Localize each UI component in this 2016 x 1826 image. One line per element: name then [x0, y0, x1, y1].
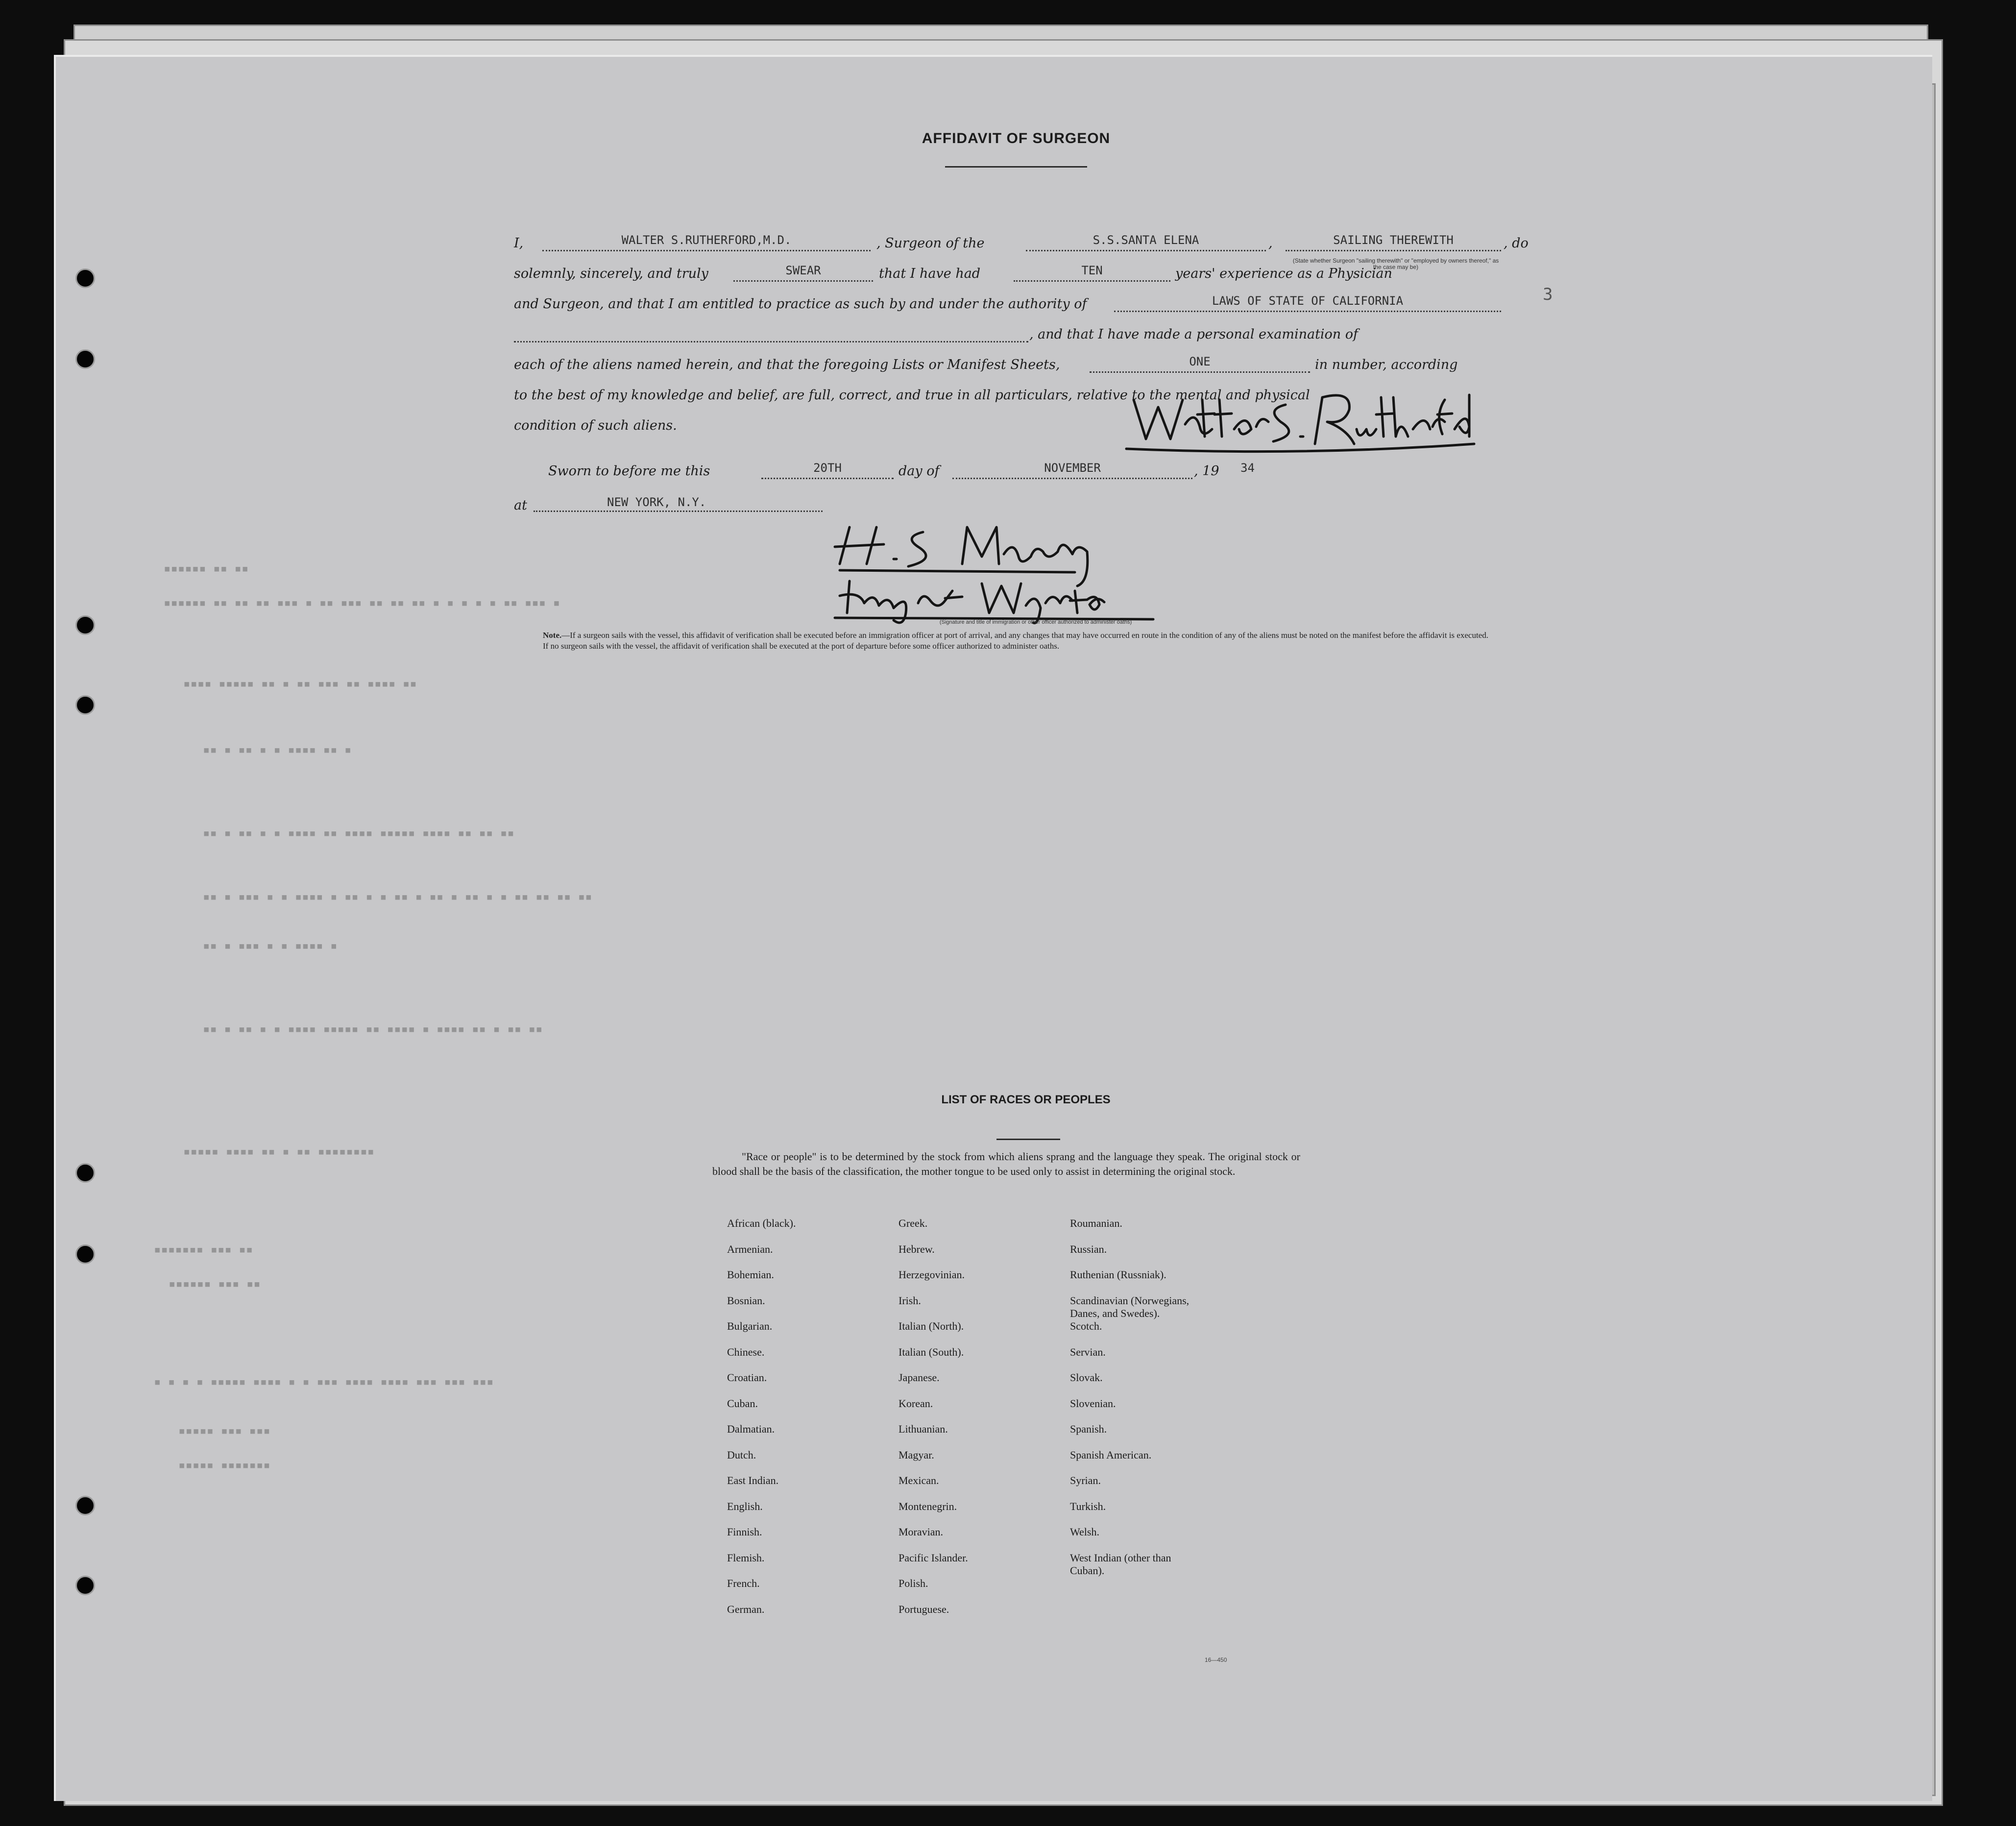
- race-list-item: Italian (North).: [899, 1320, 964, 1332]
- binder-hole: [75, 1244, 95, 1264]
- affidavit-text: years' experience as a Physician: [1175, 266, 1392, 281]
- relation-field-note: (State whether Surgeon "sailing therewith" or "employed by owners thereof," as the case may be): [1292, 257, 1499, 270]
- affidavit-line-4: [514, 319, 1504, 350]
- bleed-through-row: ▪▪▪▪▪▪ ▪▪ ▪▪ ▪▪ ▪▪▪ ▪ ▪▪ ▪▪▪ ▪▪ ▪▪ ▪▪ ▪ ▪ ▪ ▪ ▪ ▪▪ ▪▪▪ ▪: [164, 596, 560, 609]
- affidavit-text: and Surgeon, and that I am entitled to practice as such by and under the authority of: [514, 296, 1087, 312]
- race-list-item: Bulgarian.: [727, 1320, 773, 1332]
- race-list-item: Magyar.: [899, 1448, 934, 1461]
- bleed-through-row: ▪▪ ▪ ▪▪ ▪ ▪ ▪▪▪▪ ▪▪▪▪▪ ▪▪ ▪▪▪▪ ▪ ▪▪▪▪ ▪▪ ▪ ▪▪ ▪▪: [203, 1022, 543, 1036]
- race-list-item: Turkish.: [1070, 1500, 1106, 1512]
- race-list-item: Japanese.: [899, 1371, 940, 1384]
- sworn-text: Sworn to before me this: [548, 463, 710, 479]
- sworn-text: day of: [899, 463, 940, 479]
- race-list-item: Bosnian.: [727, 1294, 765, 1307]
- note-label: Note.: [543, 631, 562, 640]
- binder-hole: [75, 349, 95, 369]
- affidavit-note: [531, 630, 1501, 652]
- sheet-count-field: ONE: [1090, 352, 1310, 373]
- race-list-item: Hebrew.: [899, 1242, 935, 1255]
- affidavit-line-2: [514, 259, 1504, 289]
- race-list-item: Scotch.: [1070, 1320, 1102, 1332]
- bleed-through-row: ▪▪▪▪▪▪▪ ▪▪▪ ▪▪: [154, 1242, 253, 1256]
- note-text-1: —If a surgeon sails with the vessel, this affidavit of verification shall be executed before an immigration officer at port of arrival, and any changes that may have occurred en route in the condition of any of the aliens must be noted on the manifest before the affidavit is executed.: [561, 631, 1488, 640]
- bleed-through-row: ▪▪▪▪▪ ▪▪▪ ▪▪▪: [178, 1424, 270, 1437]
- affidavit-text: solemnly, sincerely, and truly: [514, 266, 708, 281]
- bleed-through-row: ▪▪▪▪▪ ▪▪▪▪▪▪▪: [178, 1458, 270, 1472]
- bleed-through-row: ▪▪ ▪ ▪▪▪ ▪ ▪ ▪▪▪▪ ▪ ▪▪ ▪ ▪ ▪▪ ▪ ▪▪ ▪ ▪▪ ▪ ▪ ▪▪ ▪▪ ▪▪ ▪▪: [203, 890, 592, 903]
- surgeon-name-field: WALTER S.RUTHERFORD,M.D.: [542, 230, 871, 251]
- race-list-item: Irish.: [899, 1294, 921, 1307]
- officer-caption: (Signature and title of immigration or other officer authorized to administer oaths): [939, 619, 1132, 625]
- note-paragraph-1: [531, 630, 1501, 641]
- race-list-item: English.: [727, 1500, 763, 1512]
- place-line: [514, 490, 1504, 521]
- bleed-through-row: ▪▪▪▪▪▪ ▪▪ ▪▪: [164, 561, 249, 575]
- race-list-item: French.: [727, 1577, 760, 1589]
- race-list-item: Korean.: [899, 1397, 933, 1410]
- race-list-item: Roumanian.: [1070, 1217, 1122, 1229]
- race-list-item: Dutch.: [727, 1448, 756, 1461]
- race-list-item: Bohemian.: [727, 1268, 774, 1281]
- race-list-item: Servian.: [1070, 1345, 1106, 1358]
- race-list-item: Greek.: [899, 1217, 928, 1229]
- race-list-item: Armenian.: [727, 1242, 773, 1255]
- bleed-through-row: ▪▪ ▪ ▪▪▪ ▪ ▪ ▪▪▪▪ ▪: [203, 939, 338, 952]
- affidavit-text: , and that I have made a personal examination of: [1029, 327, 1359, 342]
- bleed-through-row: ▪▪▪▪▪ ▪▪▪▪ ▪▪ ▪ ▪▪ ▪▪▪▪▪▪▪▪: [183, 1144, 375, 1158]
- bleed-through-row: ▪ ▪ ▪ ▪ ▪▪▪▪▪ ▪▪▪▪ ▪ ▪ ▪▪▪ ▪▪▪▪ ▪▪▪▪ ▪▪▪ ▪▪▪ ▪▪▪: [154, 1375, 494, 1388]
- races-instructions: "Race or people" is to be determined by the stock from which aliens sprang and the language they speak. The original stock or blood shall be the basis of the classification, the mother tongue to be used only to assist in determining the original stock.: [712, 1150, 1300, 1177]
- place-field: NEW YORK, N.Y.: [534, 492, 823, 512]
- bleed-through-row: ▪▪ ▪ ▪▪ ▪ ▪ ▪▪▪▪ ▪▪ ▪: [203, 743, 352, 756]
- race-list-item: Flemish.: [727, 1551, 765, 1564]
- race-list-item: Mexican.: [899, 1474, 939, 1486]
- races-column-1: [727, 1217, 903, 1629]
- race-list-item: East Indian.: [727, 1474, 779, 1486]
- race-list-item: Italian (South).: [899, 1345, 964, 1358]
- race-list-item: Montenegrin.: [899, 1500, 957, 1512]
- race-list-item: Cuban.: [727, 1397, 758, 1410]
- race-list-item: Spanish American.: [1070, 1448, 1152, 1461]
- race-list-item: Pacific Islander.: [899, 1551, 968, 1564]
- surgeon-relation-field: SAILING THEREWITH: [1286, 230, 1501, 251]
- affidavit-text: to the best of my knowledge and belief, are full, correct, and true in all particulars, relative to the mental and physical: [514, 388, 1310, 403]
- officer-signature: [820, 517, 1192, 625]
- sworn-day-field: 20TH: [761, 458, 894, 479]
- bleed-through-row: ▪▪▪▪ ▪▪▪▪▪ ▪▪ ▪ ▪▪ ▪▪▪ ▪▪ ▪▪▪▪ ▪▪: [183, 677, 417, 690]
- affidavit-text: , Surgeon of the: [876, 236, 985, 251]
- licensing-authority-continuation: [514, 321, 1028, 342]
- licensing-authority-field: LAWS OF STATE OF CALIFORNIA: [1114, 291, 1501, 312]
- races-list-title: LIST OF RACES OR PEOPLES: [941, 1093, 1111, 1106]
- race-list-item: Syrian.: [1070, 1474, 1101, 1486]
- sworn-text: , 19: [1194, 463, 1219, 479]
- surgeon-signature: [1124, 370, 1477, 463]
- sworn-year-field: 34: [1240, 461, 1255, 475]
- years-experience-field: TEN: [1014, 261, 1170, 282]
- race-list-item: Chinese.: [727, 1345, 765, 1358]
- races-column-2: [899, 1217, 1075, 1629]
- binder-hole: [75, 1576, 95, 1595]
- race-list-item: Ruthenian (Russniak).: [1070, 1268, 1166, 1281]
- race-list-item: Lithuanian.: [899, 1423, 948, 1435]
- bleed-through-row: ▪▪▪▪▪▪ ▪▪▪ ▪▪: [169, 1277, 261, 1290]
- race-list-item: Spanish.: [1070, 1423, 1107, 1435]
- race-list-item: Moravian.: [899, 1526, 944, 1538]
- place-label: at: [514, 498, 527, 513]
- race-list-item: Dalmatian.: [727, 1423, 775, 1435]
- affidavit-text: that I have had: [879, 266, 981, 281]
- binder-hole: [75, 615, 95, 635]
- oath-type-field: SWEAR: [733, 261, 873, 282]
- race-list-item: Slovenian.: [1070, 1397, 1116, 1410]
- sworn-line: [548, 456, 1538, 487]
- binder-hole: [75, 268, 95, 288]
- race-list-item: Finnish.: [727, 1526, 762, 1538]
- note-paragraph-2: If no surgeon sails with the vessel, the affidavit of verification shall be executed at the port of departure before some officer authorized to administer oaths.: [543, 641, 1060, 651]
- race-list-item: Slovak.: [1070, 1371, 1103, 1384]
- binder-hole: [75, 695, 95, 715]
- affidavit-text: ,: [1268, 236, 1273, 251]
- affidavit-line-1: [514, 228, 1529, 259]
- affidavit-text: in number, according: [1315, 357, 1458, 372]
- affidavit-text: each of the aliens named herein, and that the foregoing Lists or Manifest Sheets,: [514, 357, 1060, 372]
- race-list-item: Scandinavian (Norwegians, Danes, and Swedes).: [1070, 1294, 1190, 1319]
- race-list-item: Croatian.: [727, 1371, 767, 1384]
- race-list-item: West Indian (other than Cuban).: [1070, 1551, 1171, 1577]
- race-list-item: Polish.: [899, 1577, 928, 1589]
- sheet-number: 3: [1543, 285, 1553, 304]
- sworn-month-field: NOVEMBER: [952, 458, 1192, 479]
- manifest-page: [54, 55, 1932, 1801]
- affidavit-text: condition of such aliens.: [514, 418, 677, 433]
- affidavit-line-3: [514, 289, 1504, 319]
- races-title-underline: [996, 1139, 1060, 1140]
- title-underline: [945, 166, 1087, 168]
- bleed-through-row: ▪▪ ▪ ▪▪ ▪ ▪ ▪▪▪▪ ▪▪ ▪▪▪▪ ▪▪▪▪▪ ▪▪▪▪ ▪▪ ▪▪ ▪▪: [203, 826, 514, 840]
- race-list-item: Portuguese.: [899, 1603, 949, 1615]
- affidavit-text: , do: [1504, 236, 1529, 251]
- race-list-item: Welsh.: [1070, 1526, 1099, 1538]
- race-list-item: Herzegovinian.: [899, 1268, 965, 1281]
- race-list-item: African (black).: [727, 1217, 796, 1229]
- affidavit-title: AFFIDAVIT OF SURGEON: [922, 130, 1111, 146]
- affidavit-text: I,: [514, 236, 524, 251]
- form-number: 16—450: [1205, 1656, 1227, 1663]
- vessel-name-field: S.S.SANTA ELENA: [1026, 230, 1266, 251]
- race-list-item: Russian.: [1070, 1242, 1107, 1255]
- races-column-3: [1070, 1217, 1276, 1577]
- race-list-item: German.: [727, 1603, 765, 1615]
- binder-hole: [75, 1496, 95, 1515]
- binder-hole: [75, 1163, 95, 1183]
